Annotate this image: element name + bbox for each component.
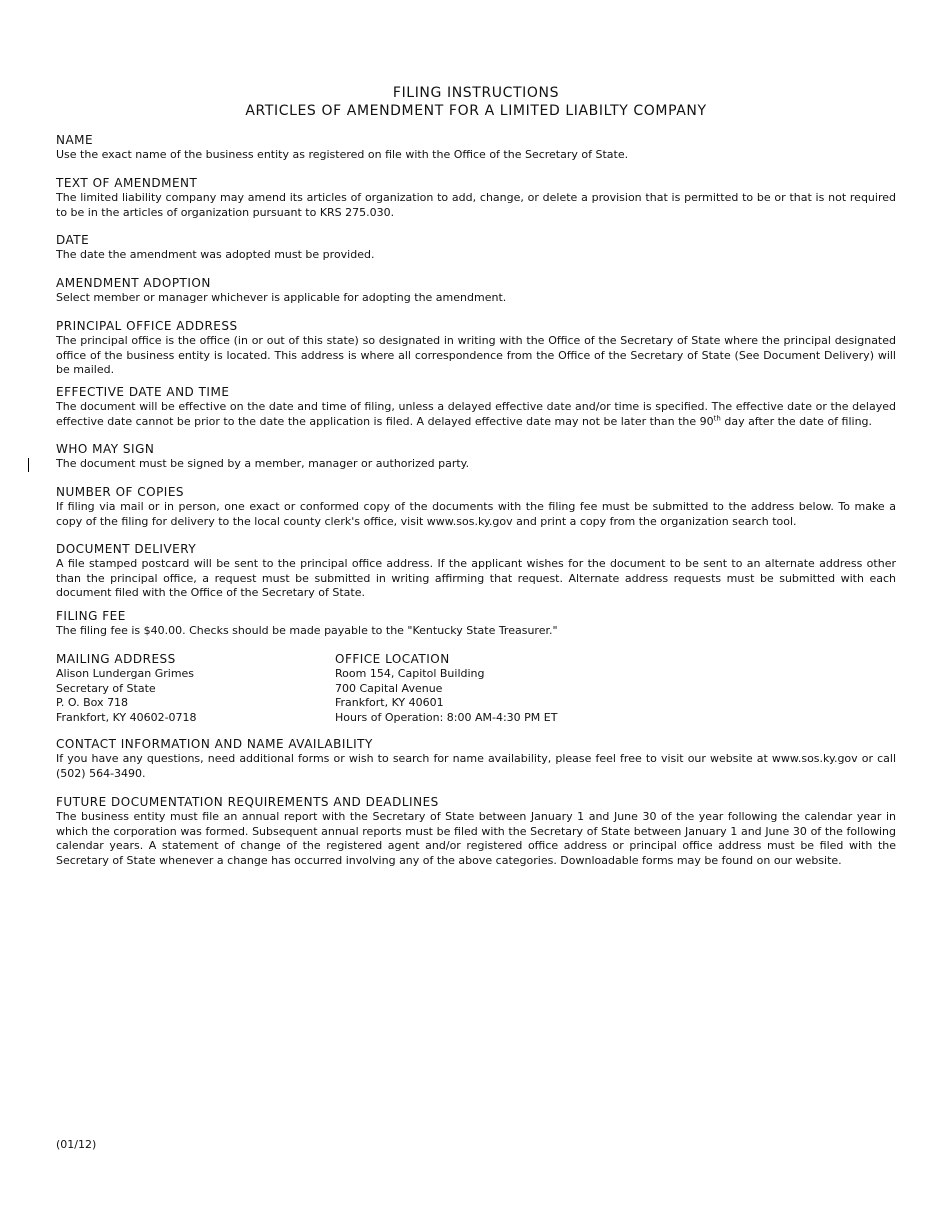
document-title: FILING INSTRUCTIONS xyxy=(392,85,560,101)
section-heading: TEXT OF AMENDMENT xyxy=(56,176,198,190)
section-addresses xyxy=(56,652,896,727)
section-text: A file stamped postcard will be sent to the principal office address. If the applicant wishes for the document to be sent to an alternate address other than the principal office, a request must be submitted in writing affirming that request. Alternate address requests must be submitted with each document filed with the Office of the Secretary of State. xyxy=(56,557,896,599)
effective-date-text-before: The document will be effective on the date and time of filing, unless a delayed effective date and/or time is specified. The effective date or the delayed effective date cannot be prior to the date the application is filed. A delayed effective date may not be later than the 90 xyxy=(56,400,896,428)
section-text: If you have any questions, need additional forms or wish to search for name availability, please feel free to visit our website at www.sos.ky.gov or call (502) 564-3490. xyxy=(56,752,896,780)
section-text: The document must be signed by a member, manager or authorized party. xyxy=(56,457,470,470)
section-amendment-adoption xyxy=(56,276,896,306)
ordinal-superscript: th xyxy=(713,413,721,422)
section-text: The business entity must file an annual report with the Secretary of State between January 1 and June 30 of the year following the calendar year in which the corporation was formed. Subsequent annual reports must be filed with the Secretary of State between January 1 and June 30 of the following calendar years. A statement of change of the registered agent and/or registered office address or principal office address must be filed with the Secretary of State whenever a change has occurred involving any of the above categories. Downloadable forms may be found on our website. xyxy=(56,810,896,867)
section-heading: FUTURE DOCUMENTATION REQUIREMENTS AND DEADLINES xyxy=(56,795,439,809)
section-principal-office-address xyxy=(56,319,896,378)
section-heading: DATE xyxy=(56,233,90,247)
mailing-address-line: P. O. Box 718 xyxy=(56,696,129,709)
section-text: The limited liability company may amend its articles of organization to add, change, or delete a provision that is permitted to be or that is not required to be in the articles of organization pursuant to KRS 275.030. xyxy=(56,191,896,219)
section-effective-date-and-time xyxy=(56,385,896,429)
section-date xyxy=(56,233,896,263)
section-text: Select member or manager whichever is applicable for adopting the amendment. xyxy=(56,291,507,304)
section-number-of-copies xyxy=(56,485,896,529)
office-location-line: 700 Capital Avenue xyxy=(335,681,443,695)
office-location-line: Hours of Operation: 8:00 AM-4:30 PM ET xyxy=(335,710,558,724)
section-text: If filing via mail or in person, one exact or conformed copy of the documents with the filing fee must be submitted to the address below. To make a copy of the filing for delivery to the local county clerk's office, visit www.sos.ky.gov and print a copy from the organization search tool. xyxy=(56,500,896,528)
section-name xyxy=(56,133,896,163)
section-text xyxy=(56,400,896,429)
section-future-documentation xyxy=(56,795,896,868)
section-heading: FILING FEE xyxy=(56,609,126,623)
section-text: The date the amendment was adopted must be provided. xyxy=(56,248,375,261)
text-cursor xyxy=(28,458,29,472)
office-location-line: Frankfort, KY 40601 xyxy=(335,696,444,709)
section-filing-fee xyxy=(56,609,896,639)
section-heading: WHO MAY SIGN xyxy=(56,442,155,456)
mailing-address-block xyxy=(56,652,197,725)
section-text: Use the exact name of the business entity as registered on file with the Office of the Secretary of State. xyxy=(56,148,629,161)
section-text: The principal office is the office (in or out of this state) so designated in writing with the Office of the Secretary of State where the principal designated office of the business entity is located. This address is where all correspondence from the Office of the Secretary of State (See Document Delivery) will be mailed. xyxy=(56,334,896,376)
section-text-of-amendment xyxy=(56,176,896,220)
office-location-block xyxy=(335,652,557,725)
mailing-address-heading: MAILING ADDRESS xyxy=(56,652,176,666)
section-document-delivery xyxy=(56,542,896,601)
section-who-may-sign xyxy=(56,442,896,472)
mailing-address-line: Alison Lundergan Grimes xyxy=(56,667,195,680)
document-subtitle: ARTICLES OF AMENDMENT FOR A LIMITED LIABILTY COMPANY xyxy=(245,103,707,119)
revision-code: (01/12) xyxy=(56,1138,97,1151)
section-text: The filing fee is $40.00. Checks should be made payable to the "Kentucky State Treasurer." xyxy=(56,624,558,637)
section-heading: PRINCIPAL OFFICE ADDRESS xyxy=(56,319,238,333)
effective-date-text-after: day after the date of filing. xyxy=(720,414,873,428)
section-heading: DOCUMENT DELIVERY xyxy=(56,542,197,556)
section-heading: AMENDMENT ADOPTION xyxy=(56,276,211,290)
office-location-line: Room 154, Capitol Building xyxy=(335,667,485,680)
mailing-address-line: Secretary of State xyxy=(56,681,156,695)
section-heading: CONTACT INFORMATION AND NAME AVAILABILITY xyxy=(56,737,373,751)
section-heading: NUMBER OF COPIES xyxy=(56,485,185,499)
section-heading: NAME xyxy=(56,133,94,147)
section-contact-information xyxy=(56,737,896,781)
section-heading: EFFECTIVE DATE AND TIME xyxy=(56,385,230,399)
mailing-address-line: Frankfort, KY 40602-0718 xyxy=(56,710,197,724)
office-location-heading: OFFICE LOCATION xyxy=(335,652,450,666)
